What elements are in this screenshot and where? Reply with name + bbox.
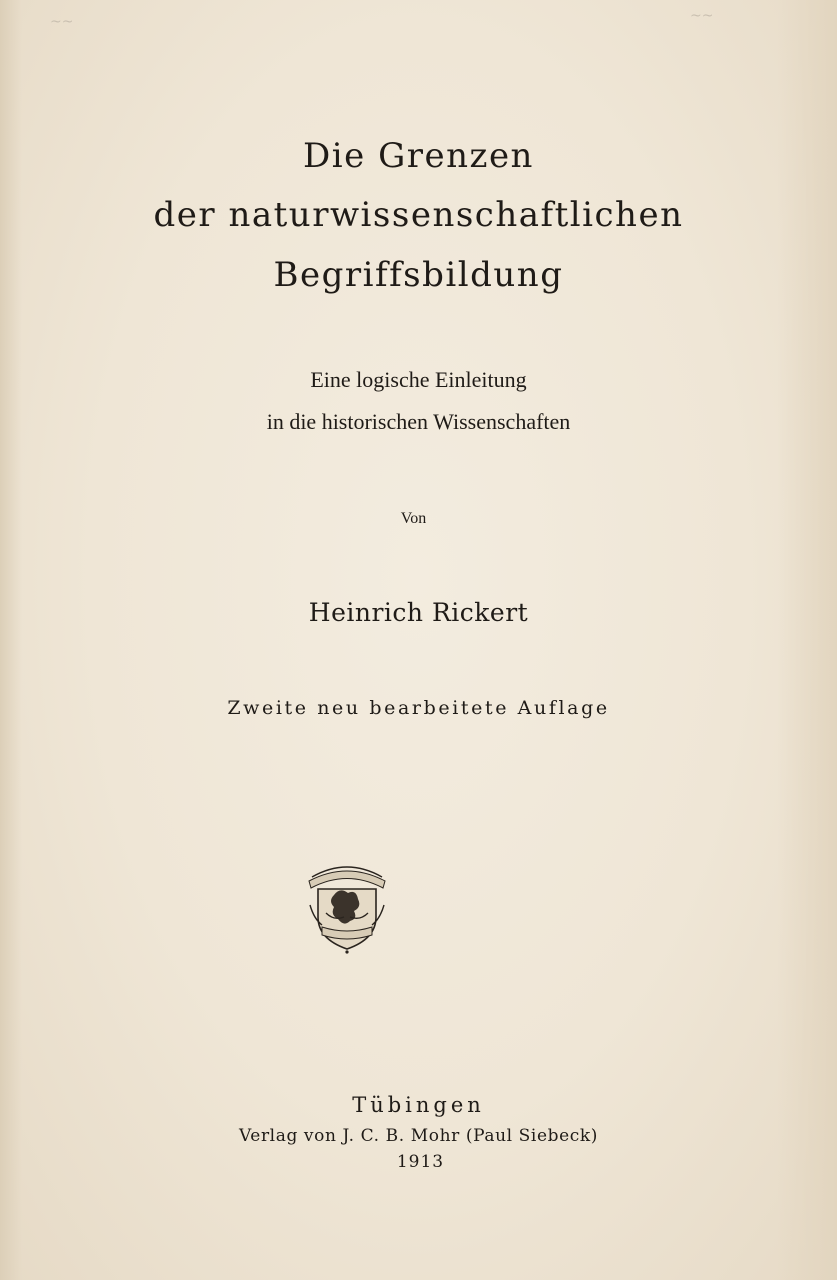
subtitle-line-2: in die historischen Wissenschaften xyxy=(266,409,571,434)
imprint-publisher: Verlag von J. C. B. Mohr (Paul Siebeck) xyxy=(238,1126,599,1146)
subtitle-line-1: Eine logische Einleitung xyxy=(310,367,527,392)
title-line-2: der naturwissenschaftlichen xyxy=(153,195,684,235)
author-name: Heinrich Rickert xyxy=(308,598,529,627)
pencil-mark-top-left: ~~ xyxy=(50,14,74,30)
pencil-mark-top-right: ~~ xyxy=(690,8,714,24)
edition-statement: Zweite neu bearbeitete Auflage xyxy=(227,697,610,719)
page-edge-shadow-right xyxy=(777,0,837,1280)
by-label: Von xyxy=(400,510,427,527)
imprint-year: 1913 xyxy=(396,1152,445,1172)
printer-device-icon xyxy=(304,855,390,955)
title-line-1: Die Grenzen xyxy=(303,136,534,176)
title-line-3: Begriffsbildung xyxy=(273,255,564,295)
imprint-place: Tübingen xyxy=(352,1093,485,1117)
page-edge-shadow-left xyxy=(0,0,22,1280)
